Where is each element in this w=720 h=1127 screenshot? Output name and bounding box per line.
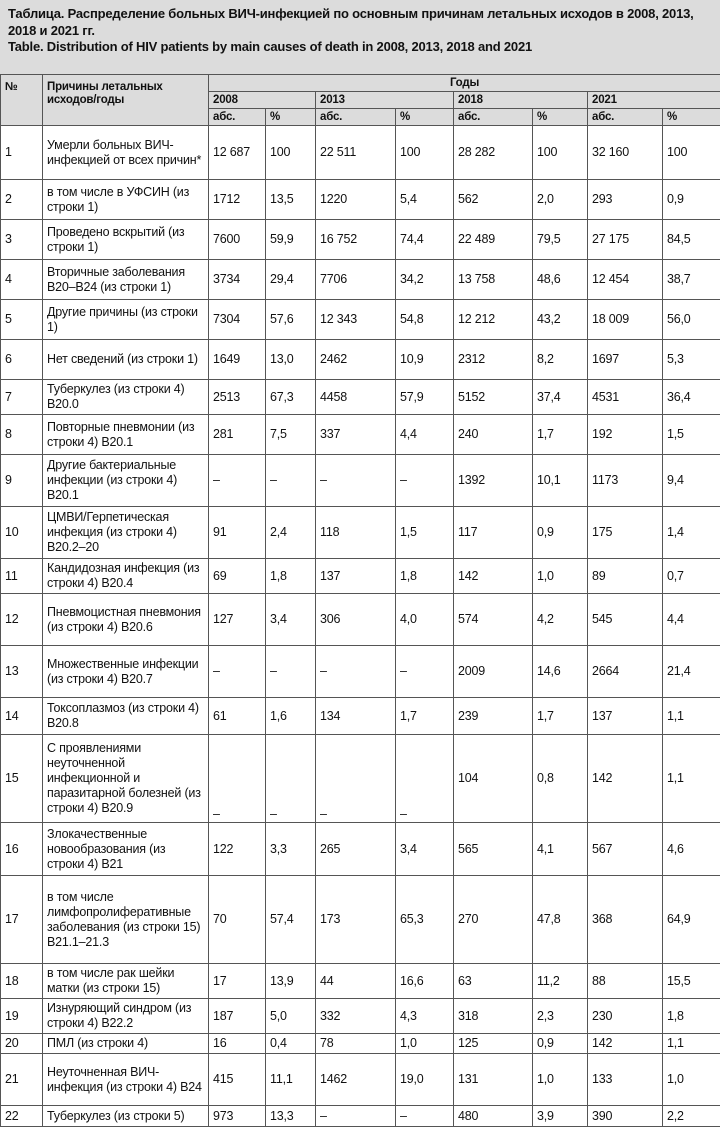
cell-pct: 11,2 <box>533 964 588 999</box>
cell-pct: 3,9 <box>533 1106 588 1127</box>
cell-pct: 1,0 <box>533 1054 588 1106</box>
row-cause: Множественные инфекции (из строки 4) B20.7 <box>43 646 209 698</box>
cell-pct: 4,2 <box>533 594 588 646</box>
table-row <box>1 300 720 340</box>
table-row <box>1 646 720 698</box>
cell-pct: 43,2 <box>533 300 588 340</box>
cell-pct: 21,4 <box>663 646 720 698</box>
cell-abs: 22 489 <box>454 220 533 260</box>
cell-pct: 4,6 <box>663 823 720 876</box>
row-number: 8 <box>1 415 43 455</box>
cell-pct: 59,9 <box>266 220 316 260</box>
row-cause: Другие бактериальные инфекции (из строки 4) B20.1 <box>43 455 209 507</box>
pct-header: % <box>396 109 454 126</box>
cell-abs: – <box>316 455 396 507</box>
row-number: 10 <box>1 507 43 559</box>
cell-abs: 1392 <box>454 455 533 507</box>
table-row <box>1 698 720 735</box>
cell-pct: 5,0 <box>266 999 316 1034</box>
table-row <box>1 594 720 646</box>
row-number: 14 <box>1 698 43 735</box>
cell-abs: 390 <box>588 1106 663 1127</box>
cell-pct: 19,0 <box>396 1054 454 1106</box>
table-row <box>1 180 720 220</box>
cell-abs: 240 <box>454 415 533 455</box>
cell-pct: 11,1 <box>266 1054 316 1106</box>
cell-pct: 1,0 <box>663 1054 720 1106</box>
table-row <box>1 340 720 380</box>
cell-pct: 4,4 <box>396 415 454 455</box>
pct-header: % <box>663 109 720 126</box>
cell-abs: 134 <box>316 698 396 735</box>
cell-pct: 4,3 <box>396 999 454 1034</box>
column-header-cause: Причины летальных исходов/годы <box>43 75 209 126</box>
cell-pct: 13,3 <box>266 1106 316 1127</box>
table-row <box>1 455 720 507</box>
cell-abs: 368 <box>588 876 663 964</box>
cell-pct: 4,4 <box>663 594 720 646</box>
cell-pct: 1,0 <box>396 1034 454 1054</box>
cell-abs: 89 <box>588 559 663 594</box>
cell-abs: 88 <box>588 964 663 999</box>
cell-abs: 973 <box>209 1106 266 1127</box>
table-row <box>1 735 720 823</box>
cell-abs: 1649 <box>209 340 266 380</box>
cell-abs: – <box>316 735 396 823</box>
cell-abs: 1173 <box>588 455 663 507</box>
cell-abs: 12 343 <box>316 300 396 340</box>
row-number: 18 <box>1 964 43 999</box>
cell-abs: – <box>209 735 266 823</box>
cell-abs: 2462 <box>316 340 396 380</box>
causes-of-death-table <box>0 74 720 1127</box>
row-number: 7 <box>1 380 43 415</box>
cell-pct: 1,7 <box>533 698 588 735</box>
cell-pct: 3,3 <box>266 823 316 876</box>
cell-abs: 2513 <box>209 380 266 415</box>
cell-pct: 8,2 <box>533 340 588 380</box>
cell-pct: 1,6 <box>266 698 316 735</box>
cell-abs: 7706 <box>316 260 396 300</box>
row-cause: Умерли больных ВИЧ-инфекцией от всех причин* <box>43 126 209 180</box>
cell-pct: 13,9 <box>266 964 316 999</box>
row-number: 17 <box>1 876 43 964</box>
cell-pct: – <box>266 735 316 823</box>
cell-pct: 1,5 <box>663 415 720 455</box>
cell-abs: 1712 <box>209 180 266 220</box>
cell-pct: 2,0 <box>533 180 588 220</box>
cell-abs: 137 <box>588 698 663 735</box>
row-number: 4 <box>1 260 43 300</box>
cell-abs: 239 <box>454 698 533 735</box>
cell-abs: 78 <box>316 1034 396 1054</box>
cell-pct: 67,3 <box>266 380 316 415</box>
cell-pct: 38,7 <box>663 260 720 300</box>
row-number: 13 <box>1 646 43 698</box>
cell-abs: 12 212 <box>454 300 533 340</box>
cell-abs: 545 <box>588 594 663 646</box>
cell-abs: 142 <box>588 735 663 823</box>
row-number: 1 <box>1 126 43 180</box>
cell-abs: 13 758 <box>454 260 533 300</box>
cell-abs: 265 <box>316 823 396 876</box>
year-header-2008: 2008 <box>209 92 316 109</box>
cell-abs: – <box>209 646 266 698</box>
cell-abs: 125 <box>454 1034 533 1054</box>
table-row <box>1 999 720 1034</box>
cell-pct: 100 <box>266 126 316 180</box>
cell-pct: 1,5 <box>396 507 454 559</box>
cell-abs: 28 282 <box>454 126 533 180</box>
cell-abs: 332 <box>316 999 396 1034</box>
cell-pct: 0,9 <box>663 180 720 220</box>
cell-pct: 54,8 <box>396 300 454 340</box>
cell-pct: 7,5 <box>266 415 316 455</box>
cell-abs: 4531 <box>588 380 663 415</box>
column-header-no: № <box>1 75 43 126</box>
row-cause: Другие причины (из строки 1) <box>43 300 209 340</box>
cell-pct: 34,2 <box>396 260 454 300</box>
cell-abs: 337 <box>316 415 396 455</box>
cell-abs: 574 <box>454 594 533 646</box>
table-row <box>1 380 720 415</box>
table-row <box>1 507 720 559</box>
table-row <box>1 1054 720 1106</box>
cell-abs: 12 687 <box>209 126 266 180</box>
cell-pct: 47,8 <box>533 876 588 964</box>
cell-pct: 1,0 <box>533 559 588 594</box>
row-number: 9 <box>1 455 43 507</box>
row-number: 21 <box>1 1054 43 1106</box>
row-cause: Неуточненная ВИЧ-инфекция (из строки 4) B24 <box>43 1054 209 1106</box>
cell-pct: 2,2 <box>663 1106 720 1127</box>
cell-pct: 1,8 <box>396 559 454 594</box>
cell-abs: 306 <box>316 594 396 646</box>
row-cause: Токсоплазмоз (из строки 4) B20.8 <box>43 698 209 735</box>
cell-pct: – <box>396 1106 454 1127</box>
cell-pct: 2,3 <box>533 999 588 1034</box>
table-row <box>1 1034 720 1054</box>
cell-abs: 16 752 <box>316 220 396 260</box>
cell-pct: 0,9 <box>533 1034 588 1054</box>
row-number: 5 <box>1 300 43 340</box>
cell-abs: 32 160 <box>588 126 663 180</box>
cell-abs: 415 <box>209 1054 266 1106</box>
cell-abs: 142 <box>588 1034 663 1054</box>
cell-abs: 230 <box>588 999 663 1034</box>
cell-pct: 56,0 <box>663 300 720 340</box>
row-cause: Нет сведений (из строки 1) <box>43 340 209 380</box>
cell-pct: 29,4 <box>266 260 316 300</box>
table-row <box>1 1106 720 1127</box>
cell-abs: 293 <box>588 180 663 220</box>
table-row <box>1 559 720 594</box>
cell-pct: 2,4 <box>266 507 316 559</box>
cell-abs: 27 175 <box>588 220 663 260</box>
cell-pct: 5,4 <box>396 180 454 220</box>
row-number: 19 <box>1 999 43 1034</box>
cell-abs: 133 <box>588 1054 663 1106</box>
pct-header: % <box>266 109 316 126</box>
cell-pct: 64,9 <box>663 876 720 964</box>
cell-pct: 5,3 <box>663 340 720 380</box>
cell-abs: 63 <box>454 964 533 999</box>
cell-pct: 57,9 <box>396 380 454 415</box>
cell-abs: 16 <box>209 1034 266 1054</box>
row-cause: Туберкулез (из строки 5) <box>43 1106 209 1127</box>
row-cause: Изнуряющий синдром (из строки 4) B22.2 <box>43 999 209 1034</box>
table-caption <box>0 0 720 74</box>
cell-pct: – <box>396 735 454 823</box>
row-cause: Проведено вскрытий (из строки 1) <box>43 220 209 260</box>
cell-pct: 1,1 <box>663 1034 720 1054</box>
cell-pct: 1,7 <box>533 415 588 455</box>
row-cause: Кандидозная инфекция (из строки 4) B20.4 <box>43 559 209 594</box>
row-cause: в том числе лимфопролиферативные заболевания (из строки 15) B21.1–21.3 <box>43 876 209 964</box>
cell-pct: 57,4 <box>266 876 316 964</box>
cell-abs: – <box>209 455 266 507</box>
cell-abs: 1220 <box>316 180 396 220</box>
cell-pct: 0,4 <box>266 1034 316 1054</box>
cell-abs: 17 <box>209 964 266 999</box>
cell-pct: 65,3 <box>396 876 454 964</box>
cell-pct: 0,8 <box>533 735 588 823</box>
year-header-2018: 2018 <box>454 92 588 109</box>
cell-pct: 1,8 <box>663 999 720 1034</box>
caption-ru: Таблица. Распределение больных ВИЧ-инфекцией по основным причинам летальных исходов в 2008, 2013, 2018 и 2021 гг. <box>8 6 712 39</box>
cell-pct: 13,0 <box>266 340 316 380</box>
row-number: 11 <box>1 559 43 594</box>
cell-pct: 79,5 <box>533 220 588 260</box>
cell-pct: 13,5 <box>266 180 316 220</box>
cell-abs: 69 <box>209 559 266 594</box>
row-cause: Злокачественные новообразования (из строки 4) B21 <box>43 823 209 876</box>
cell-pct: – <box>396 455 454 507</box>
cell-pct: – <box>266 646 316 698</box>
abs-header: абс. <box>588 109 663 126</box>
cell-pct: 1,1 <box>663 698 720 735</box>
cell-abs: 122 <box>209 823 266 876</box>
row-cause: ЦМВИ/Герпетическая инфекция (из строки 4) B20.2–20 <box>43 507 209 559</box>
row-cause: в том числе рак шейки матки (из строки 15) <box>43 964 209 999</box>
cell-pct: 36,4 <box>663 380 720 415</box>
cell-pct: 1,4 <box>663 507 720 559</box>
row-number: 22 <box>1 1106 43 1127</box>
cell-abs: 142 <box>454 559 533 594</box>
year-header-2013: 2013 <box>316 92 454 109</box>
row-cause: в том числе в УФСИН (из строки 1) <box>43 180 209 220</box>
cell-abs: – <box>316 646 396 698</box>
cell-abs: 270 <box>454 876 533 964</box>
cell-abs: 70 <box>209 876 266 964</box>
cell-abs: 44 <box>316 964 396 999</box>
cell-pct: 9,4 <box>663 455 720 507</box>
cell-pct: 4,0 <box>396 594 454 646</box>
cell-abs: 5152 <box>454 380 533 415</box>
cell-abs: – <box>316 1106 396 1127</box>
cell-abs: 173 <box>316 876 396 964</box>
cell-pct: 48,6 <box>533 260 588 300</box>
table-row <box>1 964 720 999</box>
cell-abs: 131 <box>454 1054 533 1106</box>
row-number: 3 <box>1 220 43 260</box>
cell-pct: 4,1 <box>533 823 588 876</box>
cell-abs: 187 <box>209 999 266 1034</box>
cell-abs: 22 511 <box>316 126 396 180</box>
abs-header: абс. <box>316 109 396 126</box>
cell-pct: 15,5 <box>663 964 720 999</box>
cell-abs: 480 <box>454 1106 533 1127</box>
cell-abs: 1697 <box>588 340 663 380</box>
cell-abs: 137 <box>316 559 396 594</box>
cell-abs: 91 <box>209 507 266 559</box>
cell-abs: 2009 <box>454 646 533 698</box>
cell-pct: 0,7 <box>663 559 720 594</box>
cell-abs: 104 <box>454 735 533 823</box>
pct-header: % <box>533 109 588 126</box>
cell-pct: 100 <box>396 126 454 180</box>
cell-abs: 3734 <box>209 260 266 300</box>
cell-pct: 16,6 <box>396 964 454 999</box>
cell-pct: 3,4 <box>396 823 454 876</box>
cell-abs: 281 <box>209 415 266 455</box>
row-cause: Повторные пневмонии (из строки 4) B20.1 <box>43 415 209 455</box>
cell-abs: 1462 <box>316 1054 396 1106</box>
cell-abs: 567 <box>588 823 663 876</box>
table-row <box>1 876 720 964</box>
row-cause: ПМЛ (из строки 4) <box>43 1034 209 1054</box>
cell-pct: 74,4 <box>396 220 454 260</box>
abs-header: абс. <box>209 109 266 126</box>
cell-abs: 117 <box>454 507 533 559</box>
cell-pct: – <box>396 646 454 698</box>
row-cause: Туберкулез (из строки 4) B20.0 <box>43 380 209 415</box>
row-cause: С проявлениями неуточненной инфекционной и паразитарной болезней (из строки 4) B20.9 <box>43 735 209 823</box>
cell-abs: 175 <box>588 507 663 559</box>
cell-abs: 7304 <box>209 300 266 340</box>
cell-pct: 0,9 <box>533 507 588 559</box>
cell-abs: 18 009 <box>588 300 663 340</box>
table-row <box>1 415 720 455</box>
cell-pct: 1,7 <box>396 698 454 735</box>
cell-abs: 12 454 <box>588 260 663 300</box>
cell-pct: – <box>266 455 316 507</box>
abs-header: абс. <box>454 109 533 126</box>
cell-pct: 10,9 <box>396 340 454 380</box>
cell-abs: 562 <box>454 180 533 220</box>
cell-pct: 57,6 <box>266 300 316 340</box>
cell-abs: 127 <box>209 594 266 646</box>
cell-pct: 84,5 <box>663 220 720 260</box>
table-row <box>1 823 720 876</box>
cell-abs: 7600 <box>209 220 266 260</box>
row-number: 16 <box>1 823 43 876</box>
caption-en: Table. Distribution of HIV patients by main causes of death in 2008, 2013, 2018 and 2021 <box>8 39 712 56</box>
cell-pct: 100 <box>663 126 720 180</box>
cell-abs: 118 <box>316 507 396 559</box>
table-body <box>1 126 720 1127</box>
cell-pct: 1,1 <box>663 735 720 823</box>
cell-abs: 4458 <box>316 380 396 415</box>
table-row <box>1 260 720 300</box>
row-number: 20 <box>1 1034 43 1054</box>
cell-abs: 61 <box>209 698 266 735</box>
table-row <box>1 126 720 180</box>
cell-abs: 192 <box>588 415 663 455</box>
cell-pct: 100 <box>533 126 588 180</box>
cell-abs: 2312 <box>454 340 533 380</box>
cell-pct: 14,6 <box>533 646 588 698</box>
cell-abs: 2664 <box>588 646 663 698</box>
table-row <box>1 220 720 260</box>
row-number: 15 <box>1 735 43 823</box>
cell-abs: 565 <box>454 823 533 876</box>
cell-pct: 37,4 <box>533 380 588 415</box>
row-number: 12 <box>1 594 43 646</box>
row-cause: Вторичные заболевания B20–B24 (из строки 1) <box>43 260 209 300</box>
cell-pct: 10,1 <box>533 455 588 507</box>
column-header-years: Годы <box>209 75 720 92</box>
row-cause: Пневмоцистная пневмония (из строки 4) B20.6 <box>43 594 209 646</box>
year-header-2021: 2021 <box>588 92 720 109</box>
cell-abs: 318 <box>454 999 533 1034</box>
row-number: 6 <box>1 340 43 380</box>
row-number: 2 <box>1 180 43 220</box>
cell-pct: 3,4 <box>266 594 316 646</box>
cell-pct: 1,8 <box>266 559 316 594</box>
